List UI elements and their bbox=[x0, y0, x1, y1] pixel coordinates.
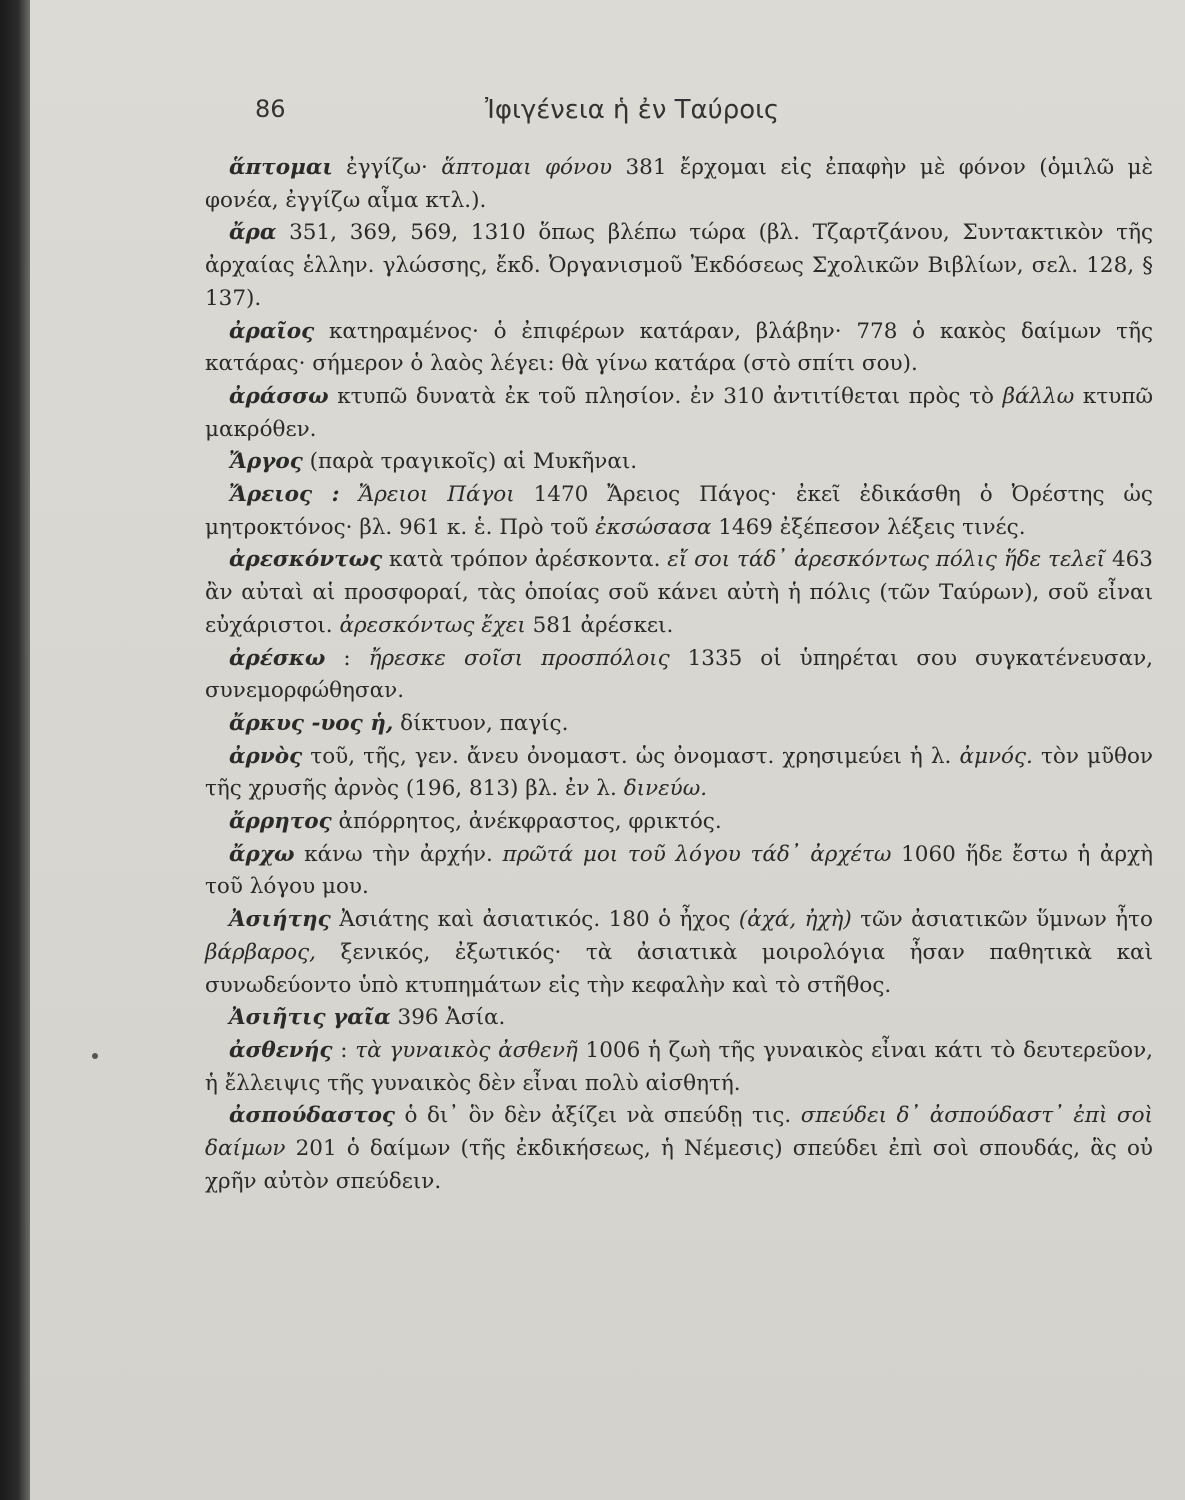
entry-text: 1006 ἡ ζωὴ τῆς γυναικὸς εἶναι κάτι τὸ δευτερεῦον, ἡ ἔλλειψις τῆς γυναικὸς δὲν εἶναι πολὺ αἰσθητή. bbox=[205, 1037, 1154, 1096]
entry-headword: ἅπτομαι bbox=[229, 155, 333, 180]
entry-text: : bbox=[325, 645, 369, 671]
glossary-entry bbox=[205, 1035, 1153, 1100]
page-number: 86 bbox=[255, 95, 286, 123]
entry-citation: πρῶτά μοι τοῦ λόγου τάδ᾽ ἀρχέτω bbox=[502, 841, 892, 867]
glossary-entry bbox=[205, 217, 1153, 315]
entry-text: τὸν μῦθον τῆς χρυσῆς ἀρνὸς (196, 813) βλ. ἐν λ. bbox=[205, 743, 1153, 802]
glossary-entry bbox=[205, 544, 1153, 642]
entry-citation: εἴ σοι τάδ᾽ ἀρεσκόντως πόλις ἥδε τελεῖ bbox=[667, 547, 1106, 573]
entry-text: 381 ἔρχομαι εἰς ἐπαφὴν μὲ φόνον (ὁμιλῶ μὲ φονέα, ἐγγίζω αἷμα κτλ.). bbox=[205, 155, 1153, 213]
entry-text: κατὰ τρόπον ἀρέσκοντα. bbox=[382, 547, 668, 573]
entry-headword: ἀράσσω bbox=[229, 383, 329, 409]
glossary-entry bbox=[205, 316, 1153, 381]
glossary-entry bbox=[205, 806, 1153, 839]
entry-citation: ἐκσώσασα bbox=[595, 514, 712, 540]
stray-mark bbox=[92, 1053, 98, 1059]
entry-headword: ἀραῖος bbox=[229, 318, 315, 344]
entry-headword: ἀρέσκω bbox=[229, 645, 326, 671]
entry-text bbox=[340, 482, 359, 507]
entry-headword: ἄρχω bbox=[229, 841, 295, 867]
entry-headword: ἀρεσκόντως bbox=[229, 547, 383, 573]
glossary-entry bbox=[205, 708, 1153, 741]
entry-headword: Ἀσιήτης bbox=[229, 907, 331, 933]
entry-text: : bbox=[332, 1037, 356, 1063]
entry-text: ἀπόρρητος, ἀνέκφραστος, φρικτός. bbox=[331, 809, 722, 835]
page-header bbox=[255, 95, 875, 131]
entry-text: κατηραμένος· ὁ ἐπιφέρων κατάραν, βλάβην· 778 ὁ κακὸς δαίμων τῆς κατάρας· σήμερον ὁ λαὸς λέγει: θὰ γίνω κατάρα (στὸ σπίτι σου). bbox=[205, 318, 1153, 377]
entry-headword: Ἄρειος : bbox=[229, 482, 340, 508]
glossary-entry bbox=[205, 839, 1153, 904]
glossary-entry bbox=[205, 643, 1153, 708]
entry-text: 463 ἂν αὐταὶ αἱ προσφοραί, τὰς ὁποίας σοῦ κάνει αὐτὴ ἡ πόλις (τῶν Ταύρων), σοῦ εἶναι εὐχάριστοι. bbox=[205, 547, 1153, 638]
entry-text: 1335 οἱ ὑπηρέται σου συγκατένευσαν, συνεμορφώθησαν. bbox=[205, 645, 1153, 704]
entry-headword: ἄρρητος bbox=[229, 809, 332, 835]
entry-text: (παρὰ τραγικοῖς) αἱ Μυκῆναι. bbox=[302, 449, 638, 475]
entry-text: κτυπῶ δυνατὰ ἐκ τοῦ πλησίον. ἐν 310 ἀντιτίθεται πρὸς τὸ bbox=[328, 383, 1003, 409]
glossary-entry bbox=[205, 152, 1153, 217]
glossary-entry bbox=[205, 479, 1153, 544]
entry-citation: ἀμνός. bbox=[959, 743, 1033, 769]
entry-citation: ἅπτομαι φόνου bbox=[441, 155, 613, 180]
glossary-entry bbox=[205, 741, 1153, 806]
entry-citation: βάλλω bbox=[1002, 383, 1075, 409]
running-title: Ἰφιγένεια ἡ ἐν Ταύροις bbox=[485, 95, 780, 125]
entry-text: 1060 ἥδε ἔστω ἡ ἀρχὴ τοῦ λόγου μου. bbox=[205, 841, 1153, 900]
entry-text: 396 Ἀσία. bbox=[390, 1005, 506, 1031]
glossary-entry bbox=[205, 1002, 1153, 1035]
glossary-entries bbox=[205, 152, 1153, 1199]
entry-text: δίκτυον, παγίς. bbox=[393, 710, 569, 736]
entry-headword: ἄρα bbox=[229, 220, 277, 246]
entry-citation: Ἄρειοι Πάγοι bbox=[358, 482, 515, 508]
glossary-entry bbox=[205, 381, 1153, 446]
entry-headword: Ἀσιῆτις γαῖα bbox=[229, 1005, 391, 1031]
entry-citation: ἀρεσκόντως ἔχει bbox=[339, 612, 526, 638]
page-binding-shadow bbox=[0, 0, 30, 1500]
entry-text: τῶν ἀσιατικῶν ὕμνων ἦτο bbox=[851, 907, 1154, 933]
entry-headword: ἀρνὸς bbox=[229, 743, 303, 769]
entry-text: κτυπῶ μακρόθεν. bbox=[205, 383, 1153, 442]
entry-citation: βάρβαρος, bbox=[205, 939, 316, 965]
entry-citation: τὰ γυναικὸς ἀσθενῆ bbox=[355, 1037, 578, 1063]
entry-text: 581 ἀρέσκει. bbox=[525, 612, 674, 638]
entry-text: 1469 ἐξέπεσον λέξεις τινές. bbox=[711, 514, 1026, 540]
entry-text: 1470 Ἄρειος Πάγος· ἐκεῖ ἐδικάσθη ὁ Ὀρέστης ὡς μητροκτόνος· βλ. 961 κ. ἑ. Πρὸ τοῦ bbox=[205, 482, 1153, 540]
entry-text: τοῦ, τῆς, γεν. ἄνευ ὀνομαστ. ὡς ὀνομαστ. χρησιμεύει ἡ λ. bbox=[302, 743, 960, 769]
entry-citation: ἤρεσκε σοῖσι προσπόλοις bbox=[368, 645, 670, 671]
glossary-entry bbox=[205, 904, 1153, 1002]
entry-headword: ἀσπούδαστος bbox=[229, 1103, 396, 1129]
entry-text: ἐγγίζω· bbox=[332, 155, 442, 180]
entry-text: Ἀσιάτης καὶ ἀσιατικός. 180 ὁ ἦχος bbox=[330, 907, 739, 933]
entry-text: 201 ὁ δαίμων (τῆς ἐκδικήσεως, ἡ Νέμεσις) σπεύδει ἐπὶ σοὶ σπουδάς, ἃς οὐ χρῆν αὐτὸν σπεύδειν. bbox=[205, 1136, 1153, 1194]
entry-text: ξενικός, ἐξωτικός· τὰ ἀσιατικὰ μοιρολόγια ἦσαν παθητικὰ καὶ συνωδεύοντο ὑπὸ κτυπημάτων εἰς τὴν κεφαλὴν καὶ τὸ στῆθος. bbox=[205, 939, 1153, 998]
entry-citation: σπεύδει δ᾽ ἀσπούδαστ᾽ ἐπὶ σοὶ δαίμων bbox=[205, 1103, 1153, 1162]
entry-headword: Ἄργος bbox=[229, 449, 303, 475]
entry-headword: ἀσθενής bbox=[229, 1037, 333, 1063]
entry-text: 351, 369, 569, 1310 ὅπως βλέπω τώρα (βλ. Τζαρτζάνου, Συντακτικὸν τῆς ἀρχαίας ἑλλην. γλώσσης, ἔκδ. Ὀργανισμοῦ Ἐκδόσεως Σχολικῶν Βιβλίων, σελ. 128, § 137). bbox=[205, 220, 1153, 311]
entry-citation: (ἀχά, ἠχὴ) bbox=[738, 907, 852, 933]
entry-text: κάνω τὴν ἀρχήν. bbox=[294, 841, 503, 867]
entry-headword: ἄρκυς -υος ἡ, bbox=[229, 710, 394, 736]
entry-text: ὁ δι᾽ ὃν δὲν ἀξίζει νὰ σπεύδῃ τις. bbox=[395, 1103, 801, 1129]
glossary-entry bbox=[205, 446, 1153, 479]
entry-citation: δινεύω. bbox=[623, 776, 708, 802]
glossary-entry bbox=[205, 1100, 1153, 1198]
